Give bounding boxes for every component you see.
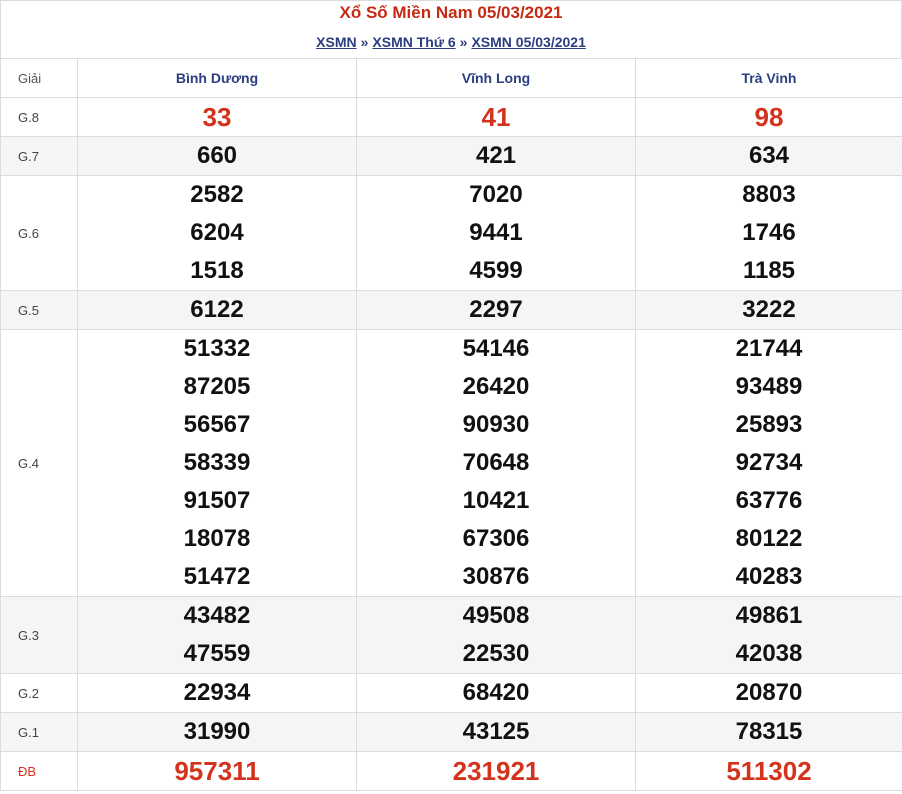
table-row xyxy=(1,176,902,291)
prize-number: 6204 xyxy=(190,219,244,246)
prize-number: 43125 xyxy=(462,718,530,745)
prize-number: 90930 xyxy=(462,411,530,438)
breadcrumb-separator: » xyxy=(459,34,468,50)
prize-cell xyxy=(78,137,357,176)
prize-number: 22934 xyxy=(183,679,251,706)
prize-number: 10421 xyxy=(462,487,530,514)
prize-number: 58339 xyxy=(183,449,251,476)
table-row xyxy=(1,137,902,176)
page-title: Xổ Số Miền Nam 05/03/2021 xyxy=(339,3,563,22)
prize-cell xyxy=(78,291,357,330)
prize-cell xyxy=(636,597,902,674)
prize-cell xyxy=(636,291,902,330)
prize-number: 92734 xyxy=(735,449,803,476)
prize-number: 49861 xyxy=(735,602,803,629)
prize-number: 20870 xyxy=(735,679,803,706)
table-row xyxy=(1,674,902,713)
prize-number: 51472 xyxy=(183,563,251,590)
prize-cell xyxy=(78,597,357,674)
prize-number: 231921 xyxy=(452,756,540,786)
results-table xyxy=(0,58,902,791)
table-row xyxy=(1,330,902,597)
prize-cell xyxy=(357,98,636,137)
prize-number: 1185 xyxy=(742,257,796,284)
prize-number: 51332 xyxy=(183,335,251,362)
column-header-province: Vĩnh Long xyxy=(357,59,636,98)
prize-cell xyxy=(78,674,357,713)
prize-number: 1746 xyxy=(742,219,796,246)
prize-number: 67306 xyxy=(462,525,530,552)
prize-cell xyxy=(78,330,357,597)
prize-number: 68420 xyxy=(462,679,530,706)
prize-number: 33 xyxy=(202,102,232,132)
prize-number: 26420 xyxy=(462,373,530,400)
prize-number: 421 xyxy=(475,142,517,169)
breadcrumb-link-xsmn-date[interactable]: XSMN 05/03/2021 xyxy=(471,34,586,50)
prize-number: 56567 xyxy=(183,411,251,438)
prize-number: 78315 xyxy=(735,718,803,745)
prize-number: 8803 xyxy=(742,181,796,208)
prize-cell xyxy=(357,597,636,674)
prize-cell xyxy=(357,674,636,713)
prize-cell xyxy=(636,98,902,137)
prize-label: G.3 xyxy=(1,597,78,674)
prize-number: 42038 xyxy=(735,640,803,667)
prize-number: 2582 xyxy=(190,181,244,208)
prize-cell xyxy=(636,137,902,176)
prize-number: 2297 xyxy=(469,296,523,323)
prize-number: 18078 xyxy=(183,525,251,552)
prize-cell xyxy=(78,176,357,291)
prize-number: 63776 xyxy=(735,487,803,514)
prize-number: 54146 xyxy=(462,335,530,362)
prize-number: 634 xyxy=(748,142,790,169)
prize-number: 40283 xyxy=(735,563,803,590)
prize-number: 70648 xyxy=(462,449,530,476)
prize-number: 660 xyxy=(196,142,238,169)
prize-number: 3222 xyxy=(742,296,796,323)
prize-cell xyxy=(636,713,902,752)
prize-label: G.7 xyxy=(1,137,78,176)
prize-number: 49508 xyxy=(462,602,530,629)
prize-number: 91507 xyxy=(183,487,251,514)
prize-cell xyxy=(636,674,902,713)
prize-cell xyxy=(357,176,636,291)
prize-label: G.4 xyxy=(1,330,78,597)
prize-number: 47559 xyxy=(183,640,251,667)
prize-cell xyxy=(636,176,902,291)
prize-label: G.8 xyxy=(1,98,78,137)
table-header-row xyxy=(1,59,902,98)
breadcrumb xyxy=(1,27,901,53)
prize-number: 87205 xyxy=(183,373,251,400)
prize-number: 21744 xyxy=(735,335,803,362)
prize-number: 7020 xyxy=(469,181,523,208)
page-header xyxy=(0,0,902,58)
prize-cell xyxy=(78,752,357,791)
prize-cell xyxy=(357,291,636,330)
table-row xyxy=(1,713,902,752)
prize-label: G.1 xyxy=(1,713,78,752)
breadcrumb-separator: » xyxy=(360,34,369,50)
prize-cell xyxy=(78,98,357,137)
prize-number: 6122 xyxy=(190,296,244,323)
prize-number: 41 xyxy=(481,102,511,132)
prize-label: G.6 xyxy=(1,176,78,291)
prize-number: 4599 xyxy=(469,257,523,284)
prize-number: 9441 xyxy=(469,219,523,246)
prize-cell xyxy=(357,713,636,752)
prize-cell xyxy=(357,137,636,176)
column-header-giai: Giải xyxy=(1,59,78,98)
prize-cell xyxy=(636,752,902,791)
table-row xyxy=(1,291,902,330)
prize-label: ĐB xyxy=(1,752,78,791)
prize-number: 30876 xyxy=(462,563,530,590)
table-row xyxy=(1,597,902,674)
prize-label: G.5 xyxy=(1,291,78,330)
breadcrumb-link-xsmn-thu6[interactable]: XSMN Thứ 6 xyxy=(372,34,456,50)
prize-number: 957311 xyxy=(174,756,260,786)
prize-cell xyxy=(357,330,636,597)
breadcrumb-link-xsmn[interactable]: XSMN xyxy=(316,34,357,50)
prize-number: 1518 xyxy=(190,257,244,284)
table-row xyxy=(1,752,902,791)
table-row xyxy=(1,98,902,137)
prize-number: 43482 xyxy=(183,602,251,629)
prize-cell xyxy=(636,330,902,597)
prize-number: 98 xyxy=(754,102,784,132)
prize-label: G.2 xyxy=(1,674,78,713)
prize-cell xyxy=(357,752,636,791)
prize-number: 22530 xyxy=(462,640,530,667)
prize-number: 511302 xyxy=(726,756,812,786)
prize-number: 31990 xyxy=(183,718,251,745)
prize-cell xyxy=(78,713,357,752)
column-header-province: Trà Vinh xyxy=(636,59,902,98)
prize-number: 25893 xyxy=(735,411,803,438)
prize-number: 93489 xyxy=(735,373,803,400)
prize-number: 80122 xyxy=(735,525,803,552)
column-header-province: Bình Dương xyxy=(78,59,357,98)
